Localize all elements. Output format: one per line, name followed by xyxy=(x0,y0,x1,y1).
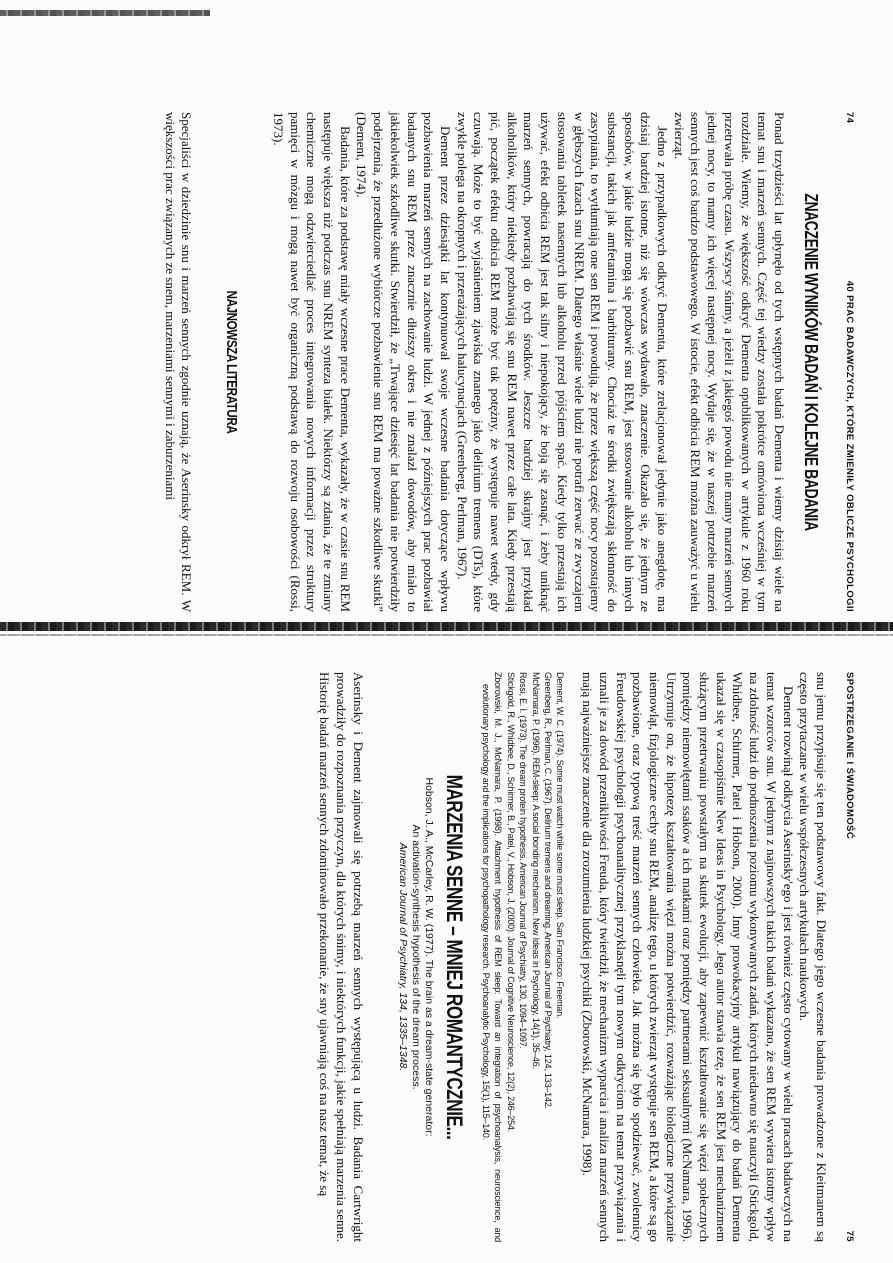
reference-list xyxy=(480,672,567,1242)
running-head xyxy=(839,112,855,612)
source-reference-line: Hobson, J. A., McCarley, R. W. (1977). The brain as a dream-state generator: xyxy=(422,777,435,1137)
subheading: NAJNOWSZA LITERATURA xyxy=(223,290,241,434)
paragraph: Dement rozwinął odkrycia Aserinsky'ego i jest również często cytowany w wielu pracach badawczych na temat wzorców snu. W jednym z najnowszych takich badań wykazano, że sen REM wywiera istotny wpływ na zdolność ludzi do podnoszenia poziomu wykonywanych zadań, których niedawno się nauczyli (Stickgold, Whidbee, Schirmer, Patel i Hobson, 2000). Inny prowokacyjny artykuł nawiązujący do badań Dementa ukazał się w czasopiśmie New Ideas in Psychology. Jego autor stawia tezę, że sen REM jest mechanizmem służącym przetrwaniu powstałym na skutek ewolucji, aby zapewnić kształtowanie się więzi społecznych pomiędzy niemowlętami ssaków a ich matkami oraz pomiędzy partnerami seksualnymi (McNamara, 1996). Utrzymuje on, że hipotezę kształtowania więzi można potwierdzić, rozważając biologiczne przywiązanie niemowląt, fizjologiczne cechy snu REM, analizę tego, u których zwierząt występuje sen REM, a które są go pozbawione, oraz typową treść marzeń sennych człowieka. Jak można się było spodziewać, zwolennicy Freudowskiej psychologii psychoanalitycznej przyklasnęli tym nowym odkryciom na temat przywiązania i uznali je za dowód przenikliwości Freuda, który twierdził, że mechanizm wyparcia i analiza marzeń sennych mają najważniejsze znaczenie dla zrozumienia ludzkiej psychiki (Zborowski, McNamara, 1998). xyxy=(580,672,796,1242)
source-reference-line: American Journal of Psychiatry, 134, 1335–1348. xyxy=(396,842,409,1072)
section-heading: MARZENIA SENNE – MNIEJ ROMANTYCZNIE... xyxy=(441,774,467,1140)
body-text xyxy=(316,672,829,1242)
book-gutter-shadow xyxy=(0,634,893,636)
paragraph: Badania, które za podstawę miały wczesne prace Dementa, wykazały, że w czasie snu REM następuje większa niż podczas snu NREM synteza białek. Niektórzy są zdania, że te zmiany chemiczne mogą odzwierciedlać proces integrowania nowych informacji przez struktury pamięci w mózgu i mogą nawet być organiczną podstawą do rozwoju osobowości (Rossi, 1973). xyxy=(270,112,353,612)
running-title: 40 PRAC BADAWCZYCH, KTÓRE ZMIENIŁY OBLICZE PSYCHOLOGII xyxy=(844,280,855,612)
paragraph: Ponad trzydzieści lat upłynęło od tych wstępnych badań Dementa i wiemy dzisiaj wiele na temat snu i marzeń sennych. Część tej wiedzy została pokrótce omówiona wcześniej w tym rozdziale. Wiemy, że większość odkryć Dementa opublikowanych w artykule z 1960 roku przetrwała próbę czasu. Wszyscy śnimy, a jeżeli z jakiegoś powodu nie mamy marzeń sennych jednej nocy, to mamy ich więcej następnej nocy. Wydaje się, że w naszej potrzebie marzeń sennych jest coś bardzo podstawowego. W istocie, efekt odbicia REM można zauważyć u wielu zwierząt. xyxy=(671,112,787,612)
body-text xyxy=(161,112,787,612)
reference-item: Rossi, E. I. (1973). The dream protein hypothesis. American Journal of Psychiatry, 130, 1094–1097. xyxy=(518,672,529,1049)
running-head xyxy=(839,672,855,1242)
reference-item: Greenberg, R., Perlman, C. (1967). Delirium tremens and dreaming. American Journal of Psychiatry, 124, 133–142. xyxy=(543,672,554,1109)
page-number: 75 xyxy=(844,1230,855,1242)
reference-item: Zborowski, M. J., McNamara, P. (1998). Attachment hypothesis of REM sleep: Toward an integration of psychoanalysis, neuroscience, and evolutionary psychology and the implications for psychopathology research. Psychoanalytic Psychology, 15(1), 115–140. xyxy=(481,672,504,1242)
scan-edge-top xyxy=(0,10,210,16)
reference-item: Stickgold, R., Whidbee, D., Schirmer, B., Patel, V., Hobson, J. (2000). Journal of Cognitive Neuroscience, 12(2), 246–254. xyxy=(505,672,516,1133)
source-reference xyxy=(396,672,435,1242)
book-gutter xyxy=(0,622,893,631)
paragraph: snu jemu przypisuje się ten podstawowy fakt. Dlatego jego wczesne badania prowadzone z Kleitmanem są często przytaczane w wielu współczesnych artykułach naukowych. xyxy=(797,672,829,1242)
source-reference-line: An activation-synthesis hypothesis of the dream process. xyxy=(409,824,422,1090)
running-title: SPOSTRZEGANIE I ŚWIADOMOŚĆ xyxy=(844,672,855,840)
page-75 xyxy=(135,672,855,1242)
section-heading: ZNACZENIE WYNIKÓW BADAŃ I KOLEJNE BADANIA xyxy=(801,193,821,531)
page-74 xyxy=(135,112,855,612)
paragraph: Dement przez dziesiątki lat kontynuował swoje wczesne badania dotyczące wpływu pozbawienia marzeń sennych na zachowanie ludzi. W jednej z późniejszych prac pozbawiał badanych snu REM przez znacznie dłuższy okres i nie znalazł dowodów, aby miało to jakiekolwiek szkodliwe skutki. Stwierdził, że „Trwające dziesięć lat badania nie potwierdziły podejrzenia, że przedłużone wybiórcze pozbawienie snu REM ma poważne szkodliwe skutki” (Dement, 1974). xyxy=(354,112,453,612)
paragraph: Aserinsky i Dement zajmowali się potrzebą marzeń sennych występującą u ludzi. Badania Cartwright prowadziły do rozpoznania przyczyn, dla których śnimy, i niektórych funkcji, jakie spełniają marzenia senne. Historię badań marzeń sennych zdominowało przekonanie, że sny ujawniają coś na nasz temat, że są xyxy=(317,672,366,1242)
section-heading-wrap xyxy=(800,112,821,612)
reference-item: McNamara, P. (1996). REM-sleep: A social bonding mechanism. New Ideas in Psychology, 14(1), 35–46. xyxy=(530,672,541,1069)
page-number: 74 xyxy=(844,112,855,124)
paragraph: Specjaliści w dziedzinie snu i marzeń sennych zgodnie uznają, że Aserinsky odkrył REM. W większości prac związanych ze snem, marzeniami sennymi i zaburzeniami xyxy=(162,112,195,612)
reference-item: Dement, W. C. (1974). Some must watch while some must sleep. San Francisco: Freeman. xyxy=(555,672,566,1019)
paragraph: Jedno z przypadkowych odkryć Dementa, które zrelacjonował jedynie jako anegdotę, ma dzisiaj bardziej istotne, niż się wówczas wydawało, znaczenie. Okazało się, że jednym ze sposobów, w jakie ludzie mogą się pozbawić snu REM, jest stosowanie alkoholu lub innych substancji, takich jak amfetamina i barbiturany. Chociaż te środki zwiększają skłonność do zasypiania, to wytłumiają one sen REM i powodują, że przez większą część nocy pozostajemy w głębszych fazach snu NREM. Dlatego właśnie wiele ludzi nie potrafi zerwać ze zwyczajem stosowania tabletek nasennych lub alkoholu przed pójściem spać. Kiedy tylko przestają ich używać, efekt odbicia REM jest tak silny i niepokojący, że boją się zasnąć, i żeby uniknąć marzeń sennych, powracają do tych środków. Jeszcze bardziej skrajny jest przykład alkoholików, który niekiedy pozbawiają się snu REM nawet przez całe lata. Kiedy przestają pić, początek efektu odbicia REM może być tak potężny, że występuje nawet wtedy, gdy czuwają. Może to być wyjaśnieniem zjawiska znanego jako delirium tremens (DTs), które zwykle polega na okropnych i przerażających halucynacjach (Greenberg, Perlman, 1967). xyxy=(454,112,671,612)
